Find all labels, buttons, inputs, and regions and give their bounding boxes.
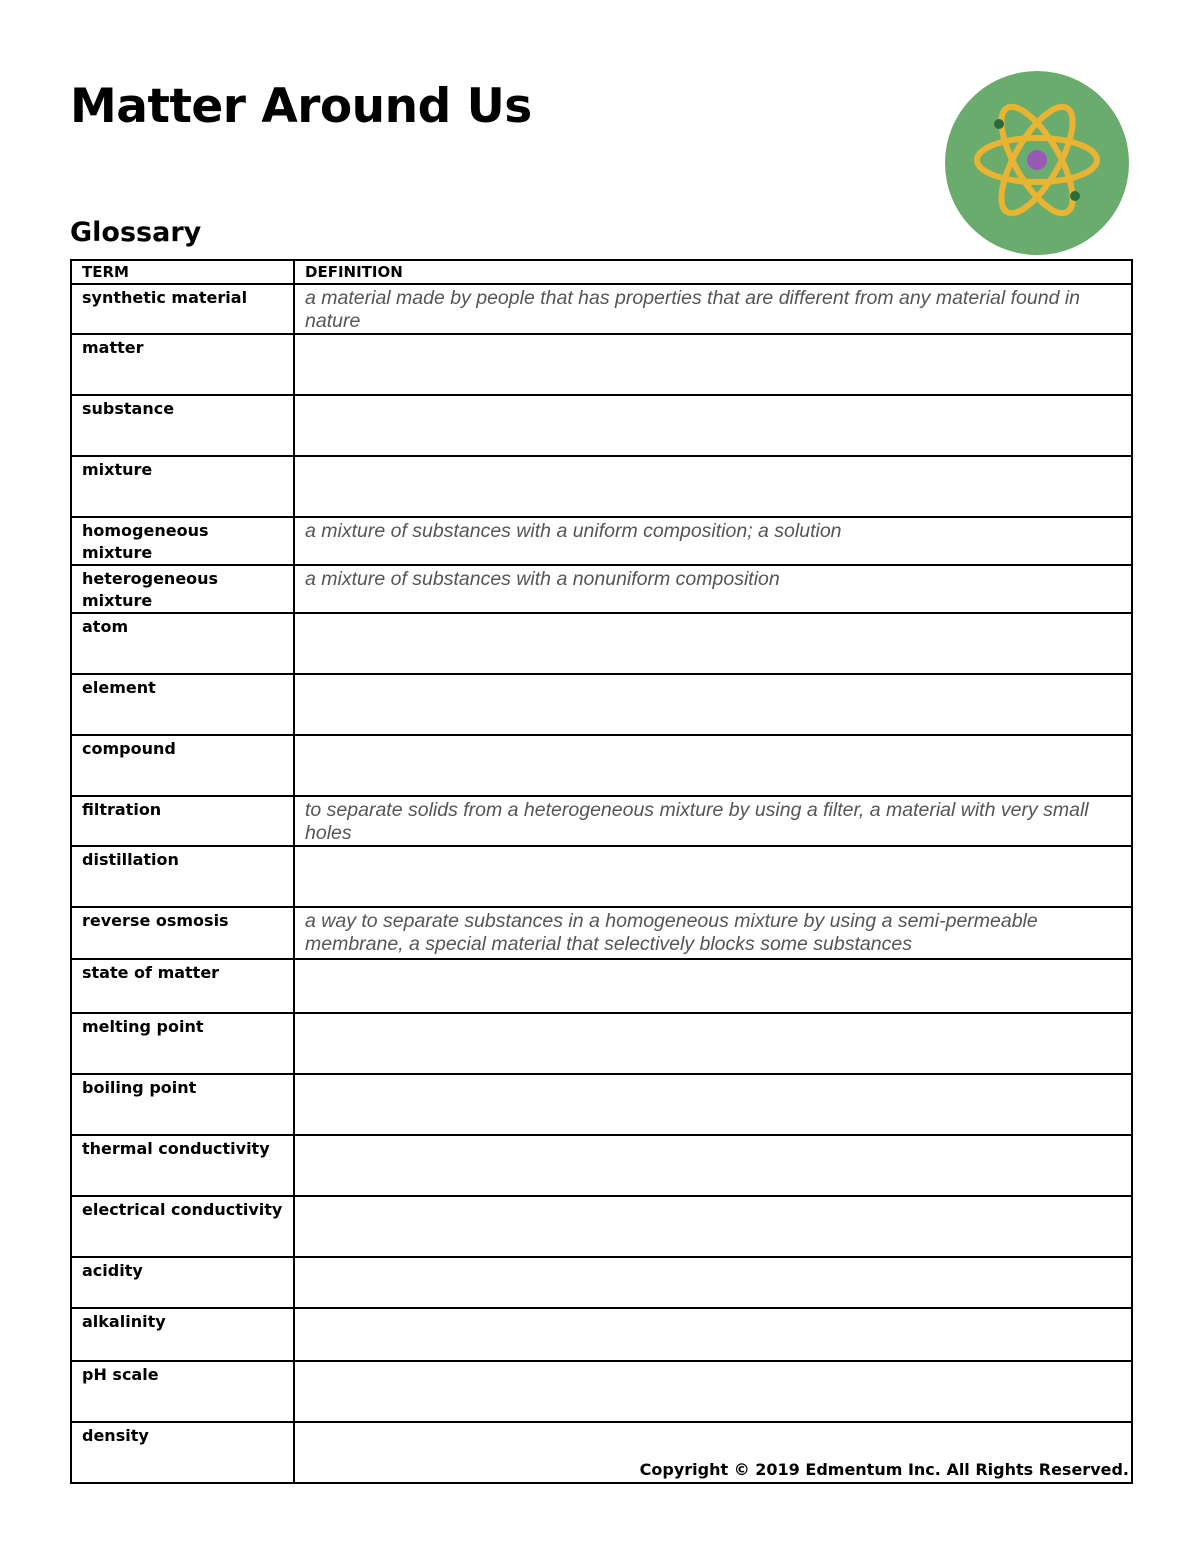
term-cell: alkalinity <box>71 1308 294 1361</box>
term-cell: state of matter <box>71 959 294 1013</box>
table-row <box>71 1196 1132 1257</box>
definition-cell[interactable] <box>294 334 1132 395</box>
term-cell: electrical conductivity <box>71 1196 294 1257</box>
table-row <box>71 1013 1132 1074</box>
header-definition: DEFINITION <box>294 260 1132 284</box>
term-cell: atom <box>71 613 294 674</box>
definition-cell[interactable] <box>294 1074 1132 1135</box>
definition-cell[interactable] <box>294 613 1132 674</box>
table-row <box>71 284 1132 334</box>
term-cell: filtration <box>71 796 294 846</box>
term-cell: homogeneous mixture <box>71 517 294 565</box>
atom-icon <box>943 70 1131 256</box>
term-cell: element <box>71 674 294 735</box>
table-row <box>71 1308 1132 1361</box>
term-cell: distillation <box>71 846 294 907</box>
page-title: Matter Around Us <box>70 79 532 134</box>
header-term: TERM <box>71 260 294 284</box>
definition-cell[interactable]: a mixture of substances with a nonuniform composition <box>294 565 1132 613</box>
table-row <box>71 735 1132 796</box>
term-cell: heterogeneous mixture <box>71 565 294 613</box>
definition-cell[interactable]: a way to separate substances in a homogeneous mixture by using a semi-permeable membrane, a special material that selectively blocks some substances <box>294 907 1132 959</box>
table-row <box>71 674 1132 735</box>
definition-cell[interactable]: to separate solids from a heterogeneous mixture by using a filter, a material with very small holes <box>294 796 1132 846</box>
definition-cell[interactable]: a mixture of substances with a uniform composition; a solution <box>294 517 1132 565</box>
table-row <box>71 456 1132 517</box>
table-row <box>71 1361 1132 1422</box>
definition-cell[interactable] <box>294 674 1132 735</box>
table-row <box>71 613 1132 674</box>
table-row <box>71 796 1132 846</box>
table-row <box>71 1257 1132 1308</box>
term-cell: synthetic material <box>71 284 294 334</box>
table-row <box>71 959 1132 1013</box>
table-row <box>71 1135 1132 1196</box>
term-cell: boiling point <box>71 1074 294 1135</box>
definition-cell[interactable] <box>294 1135 1132 1196</box>
section-heading: Glossary <box>70 217 202 248</box>
definition-cell[interactable]: a material made by people that has properties that are different from any material found in nature <box>294 284 1132 334</box>
definition-cell[interactable] <box>294 1361 1132 1422</box>
glossary-table <box>70 259 1133 1484</box>
nucleus <box>1027 150 1047 170</box>
term-cell: substance <box>71 395 294 456</box>
term-cell: thermal conductivity <box>71 1135 294 1196</box>
table-row <box>71 565 1132 613</box>
definition-cell[interactable] <box>294 456 1132 517</box>
term-cell: reverse osmosis <box>71 907 294 959</box>
definition-cell[interactable] <box>294 1257 1132 1308</box>
term-cell: acidity <box>71 1257 294 1308</box>
table-row <box>71 334 1132 395</box>
term-cell: matter <box>71 334 294 395</box>
table-row <box>71 846 1132 907</box>
table-row <box>71 395 1132 456</box>
electron-2 <box>1070 191 1080 201</box>
definition-cell[interactable] <box>294 846 1132 907</box>
electron-1 <box>994 119 1004 129</box>
copyright-notice: Copyright © 2019 Edmentum Inc. All Rights Reserved. <box>639 1460 1129 1479</box>
table-row <box>71 1074 1132 1135</box>
definition-cell[interactable] <box>294 959 1132 1013</box>
term-cell: mixture <box>71 456 294 517</box>
term-cell: melting point <box>71 1013 294 1074</box>
definition-cell[interactable] <box>294 395 1132 456</box>
term-cell: compound <box>71 735 294 796</box>
term-cell: density <box>71 1422 294 1483</box>
term-cell: pH scale <box>71 1361 294 1422</box>
table-header-row <box>71 260 1132 284</box>
table-row <box>71 517 1132 565</box>
definition-cell[interactable] <box>294 1308 1132 1361</box>
definition-cell[interactable] <box>294 1013 1132 1074</box>
definition-cell[interactable] <box>294 1196 1132 1257</box>
table-row <box>71 907 1132 959</box>
definition-cell[interactable] <box>294 735 1132 796</box>
